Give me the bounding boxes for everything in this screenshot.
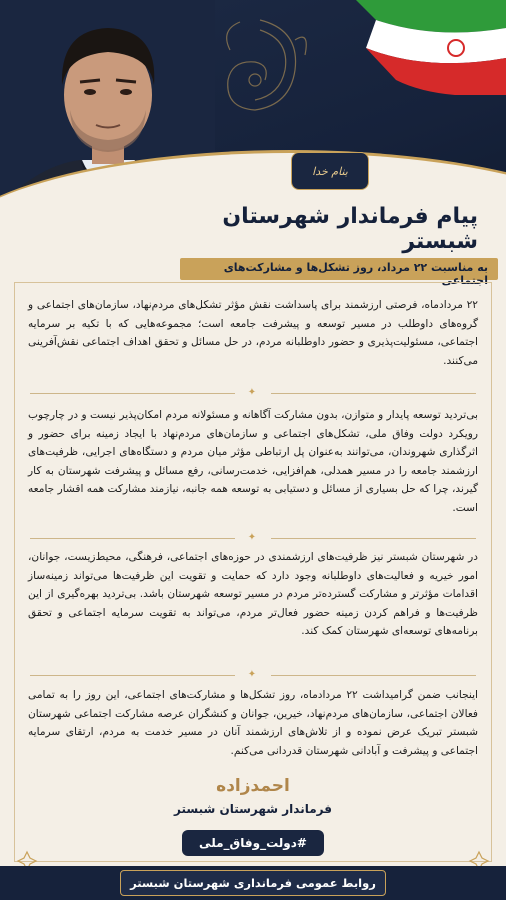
hashtag-badge: #دولت_وفاق_ملی — [182, 830, 324, 856]
paisley-ornament-icon — [200, 10, 320, 120]
section-divider: ✦ — [30, 670, 476, 680]
signature-name: احمدزاده — [216, 776, 290, 796]
page-title: پیام فرماندار شهرستان شبستر — [222, 204, 478, 254]
section-divider: ✦ — [30, 388, 476, 398]
paragraph-1: ۲۲ مردادماه، فرصتی ارزشمند برای پاسداشت نقش مؤثر تشکل‌های مردم‌نهاد، سازمان‌های اجتماعی و گروه‌های داوطلب در مسیر توسعه و پیشرفت جامعه است؛ مجموعه‌هایی که با تکیه بر سرمایه اجتماعی، مسئولیت‌پذیری و حضور داوطلبانه مردم، در حل مسائل و تحقق اهداف اجتماعی نقش‌آفرینی می‌کنند. — [28, 299, 478, 367]
iran-flag-icon — [316, 0, 506, 95]
signature-role: فرماندار شهرستان شبستر — [174, 802, 332, 816]
besm-allah-badge: بنام خدا — [291, 152, 369, 190]
page-subtitle: به مناسبت ۲۲ مرداد، روز تشکل‌ها و مشارکت‌های اجتماعی — [180, 258, 498, 280]
section-divider: ✦ — [30, 533, 476, 543]
paragraph-4: اینجانب ضمن گرامیداشت ۲۲ مردادماه، روز تشکل‌ها و مشارکت‌های اجتماعی، این روز را به تمامی فعالان اجتماعی، سازمان‌های مردم‌نهاد، خیرین، جوانان و کنشگران عرصه مشارکت اجتماعی شهرستان شبستر تبریک عرض نموده و از تلاش‌های ارزشمند آنان در مسیر خدمت به مردم، ارتقای سرمایه اجتماعی و پیشرفت و آبادانی شهرستان قدردانی می‌کنم. — [28, 689, 478, 757]
paragraph-2: بی‌تردید توسعه پایدار و متوازن، بدون مشارکت آگاهانه و مسئولانه مردم امکان‌پذیر نیست و در چارچوب رویکرد دولت وفاق ملی، تشکل‌های اجتماعی و سازمان‌های مردم‌نهاد با ایجاد زمینه برای حضور و اثرگذاری شهروندان، می‌توانند به‌عنوان پل ارتباطی مؤثر میان مردم و دستگاه‌های اجرایی، ظرفیت‌های ارزشمند جامعه را در مسیر همدلی، هم‌افزایی، خدمت‌رسانی، رفع مسائل و پیشرفت شهرستان به کار گیرند، چرا که حل بسیاری از مسائل و دستیابی به توسعه همه جانبه، نیازمند مشارکت همه اقشار جامعه است. — [27, 409, 478, 514]
paragraph-3: در شهرستان شبستر نیز ظرفیت‌های ارزشمندی در حوزه‌های اجتماعی، فرهنگی، محیط‌زیست، جوانان، امور خیریه و فعالیت‌های داوطلبانه وجود دارد که حمایت و تقویت این ظرفیت‌ها می‌تواند زمینه‌ساز اقدامات مؤثرتر و مشارکت گسترده‌تر مردم در مسیر توسعه شهرستان باشد. بی‌تردید بهره‌گیری از این ظرفیت‌ها و فراهم کردن زمینه حضور فعال‌تر مردم، می‌تواند به تقویت سرمایه اجتماعی و تحقق برنامه‌های توسعه‌ای شهرستان کمک کند. — [28, 551, 478, 638]
footer-label: روابط عمومی فرمانداری شهرستان شبستر — [120, 870, 386, 896]
